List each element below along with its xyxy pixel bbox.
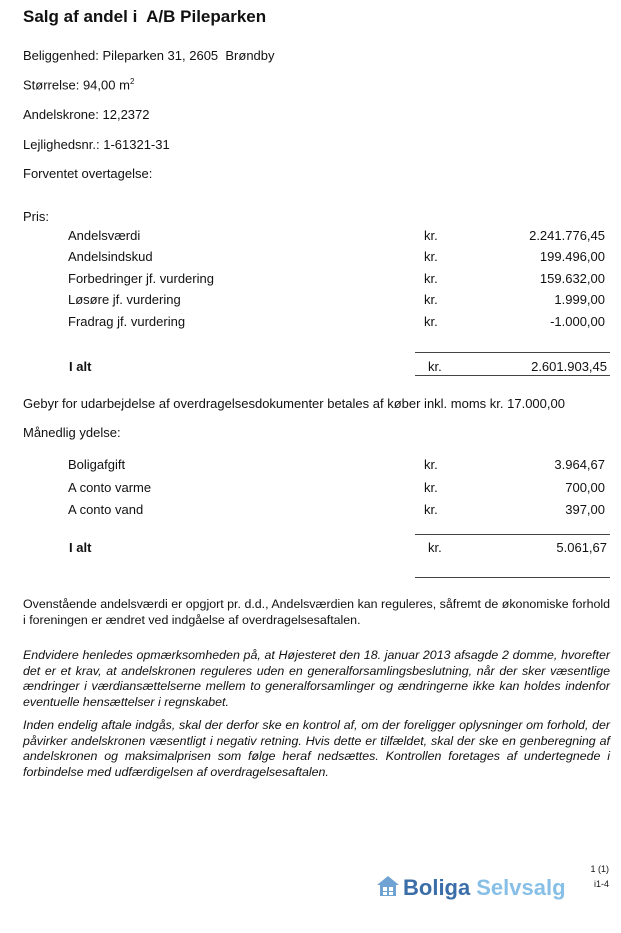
total-rule bbox=[415, 352, 610, 353]
page-reference: i1-4 bbox=[593, 879, 609, 889]
pris-amount: 199.496,00 bbox=[539, 249, 605, 264]
house-icon bbox=[376, 875, 400, 902]
ydelse-row bbox=[0, 457, 621, 475]
total-rule bbox=[415, 534, 610, 535]
total-underline bbox=[415, 577, 610, 578]
pris-row bbox=[0, 292, 621, 310]
page-title: Salg af andel i A/B Pileparken bbox=[23, 7, 267, 26]
ydelse-total-amount: 5.061,67 bbox=[556, 540, 607, 555]
stoerrelse bbox=[23, 77, 134, 92]
total-underline bbox=[415, 375, 610, 376]
ydelse-label: Boligafgift bbox=[68, 457, 126, 472]
pris-row bbox=[0, 249, 621, 267]
pris-label: Andelsindskud bbox=[68, 249, 153, 264]
logo-text-selvsalg: Selvsalg bbox=[476, 875, 566, 900]
pris-amount: -1.000,00 bbox=[550, 314, 605, 329]
ydelse-currency: kr. bbox=[424, 480, 438, 495]
page-number: 1 (1) bbox=[590, 864, 609, 874]
pris-currency: kr. bbox=[424, 314, 438, 329]
andelskrone: Andelskrone: 12,2372 bbox=[23, 107, 150, 122]
ydelse-heading: Månedlig ydelse: bbox=[23, 425, 121, 440]
ydelse-amount: 700,00 bbox=[565, 480, 605, 495]
pris-amount: 159.632,00 bbox=[539, 271, 605, 286]
pris-total-amount: 2.601.903,45 bbox=[531, 359, 607, 374]
stoerrelse-sup: 2 bbox=[129, 77, 135, 86]
pris-label: Løsøre jf. vurdering bbox=[68, 292, 181, 307]
pris-currency: kr. bbox=[424, 292, 438, 307]
pris-amount: 1.999,00 bbox=[554, 292, 605, 307]
pris-row bbox=[0, 314, 621, 332]
stoerrelse-text: Størrelse: 94,00 m bbox=[23, 77, 130, 93]
pris-heading: Pris: bbox=[23, 209, 49, 224]
pris-currency: kr. bbox=[424, 249, 438, 264]
lejlighedsnr: Lejlighedsnr.: 1-61321-31 bbox=[23, 137, 170, 152]
ydelse-row bbox=[0, 480, 621, 498]
pris-amount: 2.241.776,45 bbox=[529, 228, 605, 243]
pris-currency: kr. bbox=[424, 228, 438, 243]
pris-row bbox=[0, 228, 621, 246]
ydelse-total-currency: kr. bbox=[428, 540, 442, 555]
ydelse-currency: kr. bbox=[424, 457, 438, 472]
boliga-logo bbox=[376, 872, 566, 904]
ydelse-total-label: I alt bbox=[69, 540, 92, 555]
pris-total-currency: kr. bbox=[428, 359, 442, 374]
paragraph-andelsvaerdi: Ovenstående andelsværdi er opgjort pr. d.d., Andelsværdien kan reguleres, såfremt de økonomiske forhold i foreningen er ændret ved indgåelse af overdragelsesaftalen. bbox=[23, 597, 610, 627]
pris-currency: kr. bbox=[424, 271, 438, 286]
ydelse-row bbox=[0, 502, 621, 520]
ydelse-label: A conto vand bbox=[68, 502, 144, 517]
ydelse-amount: 397,00 bbox=[565, 502, 605, 517]
logo-text-boliga: Boliga bbox=[403, 875, 471, 900]
ydelse-amount: 3.964,67 bbox=[554, 457, 605, 472]
beliggenhed: Beliggenhed: Pileparken 31, 2605 Brøndby bbox=[23, 48, 275, 63]
paragraph-kontrol: Inden endelig aftale indgås, skal der derfor ske en kontrol af, om der foreligger oplysninger om forhold, der påvirker andelskronen væsentligt i negativ retning. Hvis dette er tilfældet, skal der ske en genberegning af andelskronen og maksimalprisen som følge heraf nedsættes. Kontrollen foretages af undertegnede i forbindelse med udfærdigelsen af overdragelsesaftalen. bbox=[23, 718, 610, 779]
ydelse-label: A conto varme bbox=[68, 480, 152, 495]
pris-row bbox=[0, 271, 621, 289]
pris-label: Fradrag jf. vurdering bbox=[68, 314, 186, 329]
gebyr-text: Gebyr for udarbejdelse af overdragelsesdokumenter betales af køber inkl. moms kr. 17.000,00 bbox=[23, 396, 565, 411]
pris-total-label: I alt bbox=[69, 359, 92, 374]
pris-label: Andelsværdi bbox=[68, 228, 141, 243]
pris-label: Forbedringer jf. vurdering bbox=[68, 271, 214, 286]
paragraph-hoejesteret: Endvidere henledes opmærksomheden på, at Højesteret den 18. januar 2013 afsagde 2 domme, hvorefter det er et krav, at andelskronen reguleres uden en generalforsamlingsbeslutning, når der sker væsentlige ændringer i værdiansættelserne mellem to generalforsamlinger og ændringerne ikke kan holdes indenfor eventuelle hensættelser i regnskabet. bbox=[23, 648, 610, 709]
ydelse-total-row bbox=[0, 540, 621, 558]
ydelse-currency: kr. bbox=[424, 502, 438, 517]
overtagelse: Forventet overtagelse: bbox=[23, 166, 153, 181]
